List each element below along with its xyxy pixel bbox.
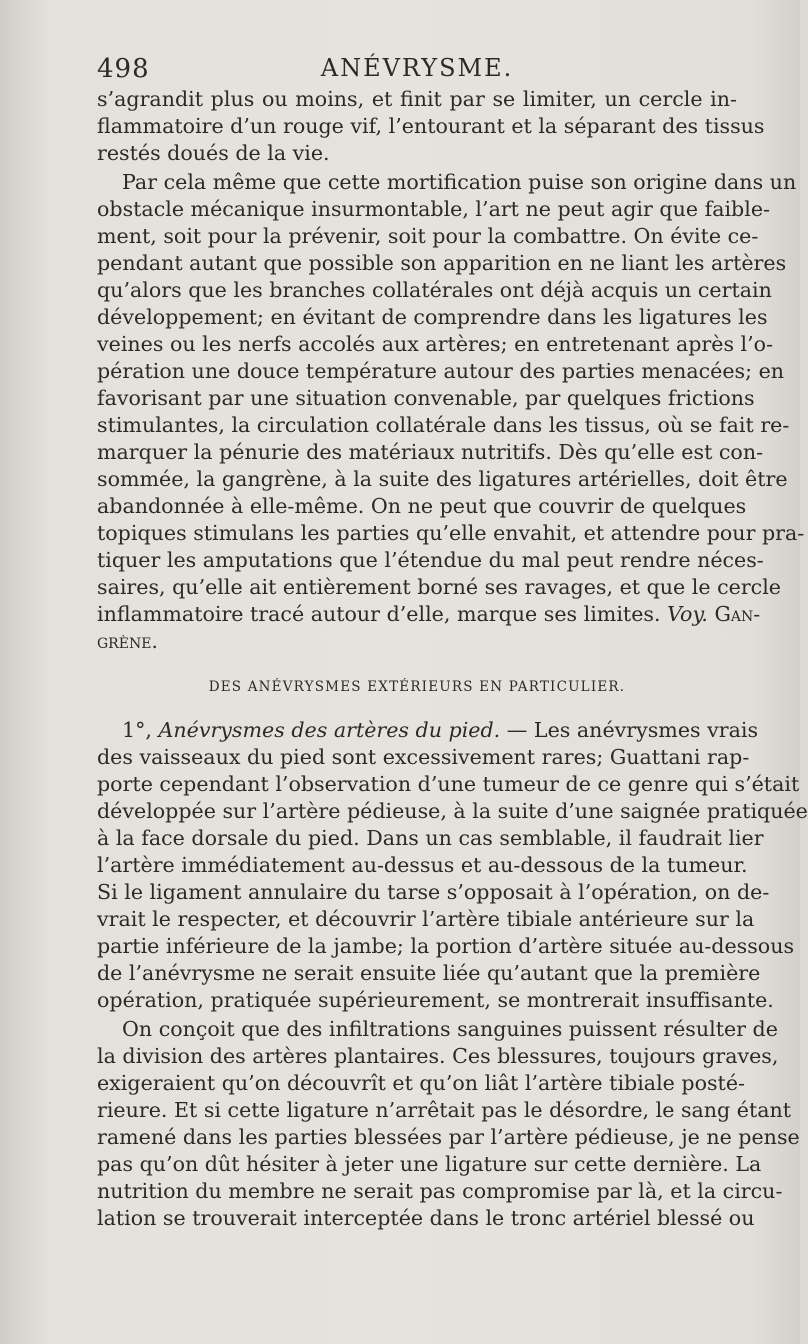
- section-title: Anévrysmes des artères du pied.: [158, 718, 501, 742]
- text-line: favorisant par une situation convenable, par quelques frictions: [97, 386, 755, 410]
- text-line: rieure. Et si cette ligature n’arrêtait pas le désordre, le sang étant: [97, 1098, 792, 1122]
- text-line: [97, 601, 761, 628]
- text-line: On conçoit que des infiltrations sanguines puissent résulter de: [122, 1017, 778, 1041]
- text-line: des vaisseaux du pied sont excessivement rares; Guattani rap-: [97, 745, 750, 769]
- cross-reference: Gan-: [714, 602, 761, 626]
- text-line: l’artère immédiatement au-dessus et au-dessous de la tumeur.: [97, 853, 748, 877]
- text-line: ment, soit pour la prévenir, soit pour la combattre. On évite ce-: [97, 224, 759, 248]
- running-title: ANÉVRYSME.: [320, 54, 514, 82]
- text-line: qu’alors que les branches collatérales ont déjà acquis un certain: [97, 278, 772, 302]
- see-reference: Voy.: [667, 602, 708, 626]
- text-line: restés doués de la vie.: [97, 141, 330, 165]
- text-line: pendant autant que possible son apparition en ne liant les artères: [97, 251, 787, 275]
- text-line: saires, qu’elle ait entièrement borné ses ravages, et que le cercle: [97, 575, 781, 599]
- text-line: Par cela même que cette mortification puise son origine dans un: [122, 170, 797, 194]
- text-segment: — Les anévrysmes vrais: [506, 718, 759, 742]
- text-line: sommée, la gangrène, à la suite des ligatures artérielles, doit être: [97, 467, 788, 491]
- text-line: Si le ligament annulaire du tarse s’opposait à l’opération, on de-: [97, 880, 770, 904]
- text-line: opération, pratiquée supérieurement, se montrerait insuffisante.: [97, 988, 774, 1012]
- section-heading: DES ANÉVRYSMES EXTÉRIEURS EN PARTICULIER.: [208, 679, 626, 695]
- text-line: ramené dans les parties blessées par l’artère pédieuse, je ne pense: [97, 1125, 800, 1149]
- text-line: porte cependant l’observation d’une tumeur de ce genre qui s’était: [97, 772, 800, 796]
- text-line: de l’anévrysme ne serait ensuite liée qu’autant que la première: [97, 961, 761, 985]
- text-line: marquer la pénurie des matériaux nutritifs. Dès qu’elle est con-: [97, 440, 764, 464]
- text-line: pas qu’on dût hésiter à jeter une ligature sur cette dernière. La: [97, 1152, 762, 1176]
- text-line: stimulantes, la circulation collatérale dans les tissus, où se fait re-: [97, 413, 790, 437]
- text-segment: inflammatoire tracé autour d’elle, marque ses limites.: [97, 602, 661, 626]
- text-line: lation se trouverait interceptée dans le tronc artériel blessé ou: [97, 1206, 755, 1230]
- text-line: obstacle mécanique insurmontable, l’art ne peut agir que faible-: [97, 197, 770, 221]
- page-number: 498: [97, 54, 150, 84]
- text-line: la division des artères plantaires. Ces blessures, toujours graves,: [97, 1044, 779, 1068]
- text-line: s’agrandit plus ou moins, et finit par se limiter, un cercle in-: [97, 87, 737, 111]
- text-line: flammatoire d’un rouge vif, l’entourant et la séparant des tissus: [97, 114, 765, 138]
- text-line: abandonnée à elle-même. On ne peut que couvrir de quelques: [97, 494, 747, 518]
- section-number: 1°,: [122, 718, 152, 742]
- text-line: nutrition du membre ne serait pas compromise par là, et la circu-: [97, 1179, 783, 1203]
- text-line: [122, 717, 759, 744]
- text-line: exigeraient qu’on découvrît et qu’on liât l’artère tibiale posté-: [97, 1071, 745, 1095]
- text-line: pération une douce température autour des parties menacées; en: [97, 359, 785, 383]
- text-line: topiques stimulans les parties qu’elle envahit, et attendre pour pra-: [97, 521, 805, 545]
- text-line: à la face dorsale du pied. Dans un cas semblable, il faudrait lier: [97, 826, 764, 850]
- text-line: développement; en évitant de comprendre dans les ligatures les: [97, 305, 768, 329]
- text-line: développée sur l’artère pédieuse, à la suite d’une saignée pratiquée: [97, 799, 808, 823]
- text-line: tiquer les amputations que l’étendue du mal peut rendre néces-: [97, 548, 764, 572]
- text-line: veines ou les nerfs accolés aux artères; en entretenant après l’o-: [97, 332, 774, 356]
- text-line: partie inférieure de la jambe; la portion d’artère située au-dessous: [97, 934, 795, 958]
- page-header: [97, 54, 737, 88]
- text-line: vrait le respecter, et découvrir l’artère tibiale antérieure sur la: [97, 907, 755, 931]
- cross-reference: grène.: [97, 629, 158, 653]
